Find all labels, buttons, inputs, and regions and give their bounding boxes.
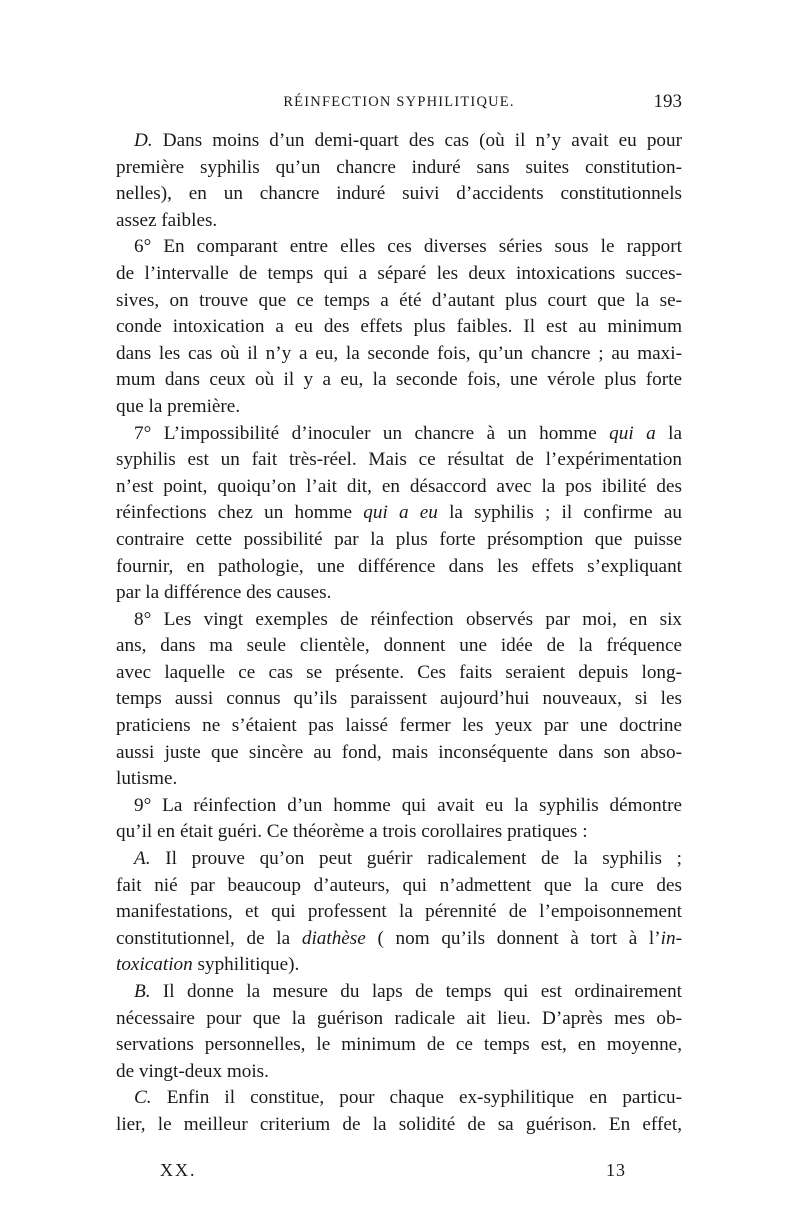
page-footer <box>160 1160 626 1184</box>
text-line: avec laquelle ce cas se présente. Ces faits seraient depuis long- <box>116 661 682 683</box>
text-line: B. Il donne la mesure du laps de temps qui est ordinairement <box>134 981 682 1002</box>
signature-mark: XX. <box>160 1160 197 1180</box>
text-line: praticiens ne s’étaient pas laissé fermer les yeux par une doctrine <box>116 715 682 737</box>
text-line: de vingt-deux mois. <box>116 1060 269 1082</box>
text-line: 9° La réinfection d’un homme qui avait eu la syphilis démontre <box>134 794 682 816</box>
page-header <box>116 91 682 116</box>
text-line: 7° L’impossibilité d’inoculer un chancre à un homme qui a la <box>134 422 682 444</box>
text-line: assez faibles. <box>116 209 218 231</box>
text-line: première syphilis qu’un chancre induré sans suites constitution- <box>116 156 682 178</box>
text-line: conde intoxication a eu des effets plus faibles. Il est au minimum <box>116 316 682 338</box>
text-line: syphilis est un fait très-réel. Mais ce résultat de l’expérimentation <box>116 449 682 471</box>
text-line: 8° Les vingt exemples de réinfection observés par moi, en six <box>134 608 682 630</box>
text-line: servations personnelles, le minimum de ce temps est, en moyenne, <box>116 1034 682 1056</box>
text-line: ans, dans ma seule clientèle, donnent une idée de la fréquence <box>116 635 682 657</box>
text-line: lutisme. <box>116 768 178 790</box>
text-line: qu’il en était guéri. Ce théorème a trois corollaires pratiques : <box>116 821 588 843</box>
text-line: manifestations, et qui professent la pérennité de l’empoisonnement <box>116 901 682 923</box>
running-title: RÉINFECTION SYPHILITIQUE. <box>283 94 515 110</box>
text-line: n’est point, quoiqu’on l’ait dit, en désaccord avec la pos ibilité des <box>116 475 682 497</box>
text-line: nécessaire pour que la guérison radicale ait lieu. D’après mes ob- <box>116 1007 682 1029</box>
text-line: réinfections chez un homme qui a eu la syphilis ; il confirme au <box>116 502 682 524</box>
page-number: 193 <box>653 91 682 112</box>
text-line: 6° En comparant entre elles ces diverses séries sous le rapport <box>134 236 682 258</box>
text-line: que la première. <box>116 395 241 417</box>
text-line: mum dans ceux où il y a eu, la seconde fois, une vérole plus forte <box>116 369 682 391</box>
text-line: temps aussi connus qu’ils paraissent aujourd’hui nouveaux, si les <box>116 688 682 710</box>
text-line: A. Il prouve qu’on peut guérir radicalement de la syphilis ; <box>134 848 682 870</box>
text-line: lier, le meilleur criterium de la solidité de sa guérison. En effet, <box>116 1113 682 1135</box>
text-line: par la différence des causes. <box>116 582 332 604</box>
text-line: toxication syphilitique). <box>116 954 300 976</box>
gathering-number: 13 <box>606 1160 626 1180</box>
text-line: sives, on trouve que ce temps a été d’autant plus court que la se- <box>116 289 682 311</box>
text-line: dans les cas où il n’y a eu, la seconde fois, qu’un chancre ; au maxi- <box>116 342 682 364</box>
text-line: constitutionnel, de la diathèse ( nom qu’ils donnent à tort à l’in- <box>116 927 682 949</box>
text-line: aussi juste que sincère au fond, mais inconséquente dans son abso- <box>116 741 682 763</box>
text-line: fait nié par beaucoup d’auteurs, qui n’admettent que la cure des <box>116 874 682 896</box>
body-text <box>116 128 682 1139</box>
text-line: de l’intervalle de temps qui a séparé les deux intoxications succes- <box>116 262 682 284</box>
text-line: contraire cette possibilité par la plus forte présomption que puisse <box>116 528 682 550</box>
text-line: nelles), en un chancre induré suivi d’accidents constitutionnels <box>116 183 682 205</box>
text-line: fournir, en pathologie, une différence dans les effets s’expliquant <box>116 555 682 577</box>
text-line: C. Enfin il constitue, pour chaque ex-syphilitique en particu- <box>134 1087 682 1109</box>
text-line: D. Dans moins d’un demi-quart des cas (où il n’y avait eu pour <box>134 130 682 151</box>
